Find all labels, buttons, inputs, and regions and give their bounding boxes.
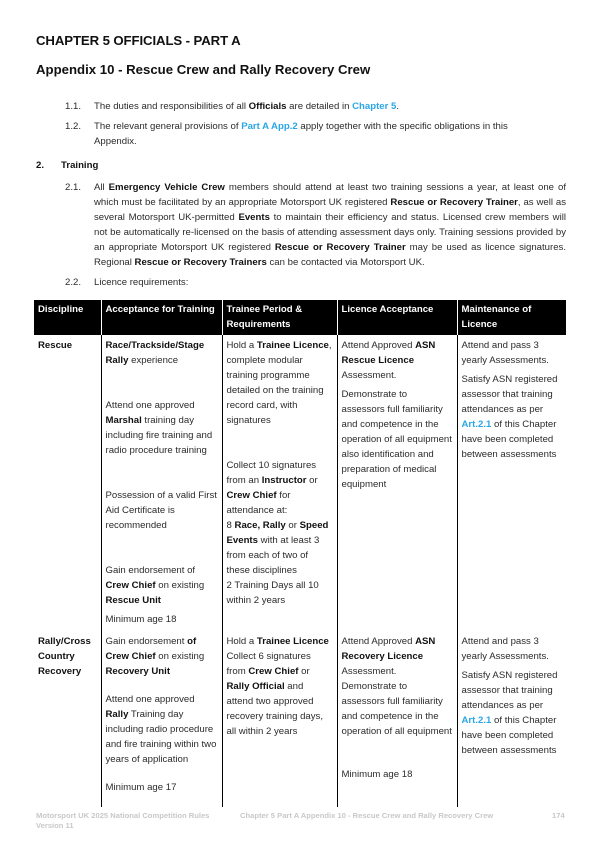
text: with at least 3 from each of two of these disciplines	[226, 535, 320, 576]
clause-1-1	[94, 99, 564, 114]
text: Assessment. Demonstrate to assessors full familiarity and competence in the operation of all equipment	[341, 666, 452, 737]
clause-2-1	[94, 180, 566, 270]
bold-term: Emergency Vehicle Crew	[108, 182, 225, 193]
text: Training day including radio procedure and fire training within two years of application	[105, 709, 217, 765]
header-discipline: Discipline	[34, 300, 101, 335]
appendix-title: Appendix 10 - Rescue Crew and Rally Recovery Crew	[36, 62, 371, 77]
bold-term: Speed Events	[226, 520, 329, 546]
text: Attend Approved	[341, 636, 416, 647]
text: on existing	[155, 580, 205, 591]
bold-term: Crew Chief	[248, 666, 299, 677]
bold-term: Rally	[105, 709, 129, 720]
art-2-1-link[interactable]: Art.2.1	[461, 419, 492, 430]
clause-number: 1.1.	[65, 101, 82, 112]
header-maintenance: Maintenance of Licence	[457, 300, 566, 335]
bold-term: ASN Rescue Licence	[341, 340, 436, 366]
text: All	[94, 182, 109, 193]
bold-term: Marshal	[105, 415, 142, 426]
cell-licence	[337, 335, 457, 627]
text: Satisfy ASN registered assessor that training attendances as per	[461, 374, 558, 415]
bold-term: Race/Trackside/Stage Rally	[105, 340, 205, 366]
cell-trainee	[222, 335, 337, 627]
text: to maintain their efficiency and status. Licensed crew members will not be automatically re-licensed on the basis of attending assessment days only. Training sessions provided by an appropriate Motorsport UK registered	[94, 212, 566, 253]
bold-term: Rescue or Recovery Trainer	[390, 197, 518, 208]
bold-term: Instructor	[261, 475, 307, 486]
text: members should attend at least two training sessions a year, at least one of which must be facilitated by an appropriate Motorsport UK registered	[94, 182, 567, 208]
text: , complete modular training programme detailed on the training record card, with signatures	[226, 340, 332, 426]
text: Assessment.	[341, 370, 397, 381]
chapter-title: CHAPTER 5 OFFICIALS - PART A	[36, 33, 241, 48]
bold-term: Trainee Licence	[256, 636, 329, 647]
bold-term: Rescue or Recovery Trainers	[134, 257, 267, 268]
footer-rules-title: Motorsport UK 2025 National Competition Rules	[36, 811, 210, 820]
text: Minimum age 17	[105, 782, 177, 793]
art-2-1-link[interactable]: Art.2.1	[461, 715, 492, 726]
text: The relevant general provisions of	[94, 121, 242, 132]
text: on existing	[155, 651, 205, 662]
text: Minimum age 18	[105, 614, 177, 625]
text: Attend one approved	[105, 694, 195, 705]
text: Hold a	[226, 340, 257, 351]
header-licence: Licence Acceptance	[337, 300, 457, 335]
bold-term: Rescue Unit	[105, 595, 161, 606]
text: also identification and preparation of medical equipment	[341, 449, 437, 490]
text: of this Chapter have been completed between assessments	[461, 715, 557, 756]
clause-2-2: Licence requirements:	[94, 277, 189, 288]
bold-term: Events	[238, 212, 270, 223]
text: apply together with the specific obligations in this Appendix.	[94, 121, 508, 147]
licence-requirements-table	[34, 300, 566, 807]
table-header-row	[34, 300, 566, 335]
text: or	[285, 520, 300, 531]
text: of this Chapter have been completed between assessments	[461, 419, 557, 460]
table-row-rescue	[34, 335, 566, 627]
section-heading	[36, 160, 98, 171]
clause-1-2	[94, 119, 534, 149]
cell-acceptance	[101, 335, 222, 627]
cell-licence	[337, 627, 457, 807]
cell-acceptance	[101, 627, 222, 807]
cell-maintenance	[457, 627, 566, 807]
bold-term: Crew Chief	[105, 580, 156, 591]
clause-number: 2.2.	[65, 277, 82, 288]
text: are detailed in	[286, 101, 353, 112]
table-row-recovery	[34, 627, 566, 807]
text: training day including fire training and radio procedure training	[105, 415, 213, 456]
section-title: Training	[61, 160, 99, 171]
text: Gain endorsement	[105, 636, 188, 647]
footer-version: Version 11	[36, 821, 74, 830]
bold-term: Rally Official	[226, 681, 285, 692]
text: experience	[128, 355, 179, 366]
cell-discipline: Rescue	[38, 340, 73, 351]
text: 2 Training Days all 10 within 2 years	[226, 580, 319, 606]
cell-trainee	[222, 627, 337, 807]
text: or	[298, 666, 310, 677]
footer-chapter: Chapter 5 Part A Appendix 10 - Rescue Crew and Rally Recovery Crew	[240, 811, 494, 820]
text: Attend and pass 3 yearly Assessments.	[461, 636, 549, 662]
section-number: 2.	[36, 160, 45, 171]
clause-number: 2.1.	[65, 182, 82, 193]
text: Attend one approved	[105, 400, 195, 411]
text: Minimum age 18	[341, 769, 413, 780]
cell-maintenance	[457, 335, 566, 627]
bold-term: of Crew Chief	[105, 636, 197, 662]
clause-number: 1.2.	[65, 121, 82, 132]
text: 8	[226, 520, 235, 531]
text: Attend and pass 3 yearly Assessments.	[461, 340, 549, 366]
chapter-5-link[interactable]: Chapter 5	[352, 101, 397, 112]
text: Gain endorsement of	[105, 565, 196, 576]
bold-term: ASN Recovery Licence	[341, 636, 436, 662]
text: may be used as licence signatures. Regional	[94, 242, 566, 268]
bold-term: Recovery Unit	[105, 666, 171, 677]
text: , as well as several Motorsport UK-permitted	[94, 197, 566, 223]
text: Satisfy ASN registered assessor that training attendances as per	[461, 670, 558, 711]
cell-discipline: Rally/Cross Country Recovery	[38, 636, 91, 677]
text: .	[396, 101, 400, 112]
text: or	[306, 475, 318, 486]
text: Collect 6 signatures from	[226, 651, 311, 677]
text: and attend two approved recovery training days, all within 2 years	[226, 681, 324, 737]
header-trainee: Trainee Period & Requirements	[222, 300, 337, 335]
page-number: 174	[552, 811, 565, 820]
bold-term: Rescue or Recovery Trainer	[274, 242, 406, 253]
text: can be contacted via Motorsport UK.	[266, 257, 425, 268]
footer-left	[36, 811, 209, 831]
part-a-app2-link[interactable]: Part A App.2	[241, 121, 298, 132]
text: for attendance at:	[226, 490, 291, 516]
text: Possession of a valid First Aid Certificate is recommended	[105, 490, 217, 531]
bold-term: Race, Rally	[234, 520, 286, 531]
text: Attend Approved	[341, 340, 416, 351]
header-acceptance: Acceptance for Training	[101, 300, 222, 335]
bold-term: Trainee Licence	[256, 340, 329, 351]
text: Hold a	[226, 636, 257, 647]
text: The duties and responsibilities of all	[94, 101, 249, 112]
bold-term: Crew Chief	[226, 490, 277, 501]
text: Collect 10 signatures from an	[226, 460, 317, 486]
bold-term: Officials	[248, 101, 287, 112]
text: Demonstrate to assessors full familiarity and competence in the operation of all equipment	[341, 389, 452, 445]
